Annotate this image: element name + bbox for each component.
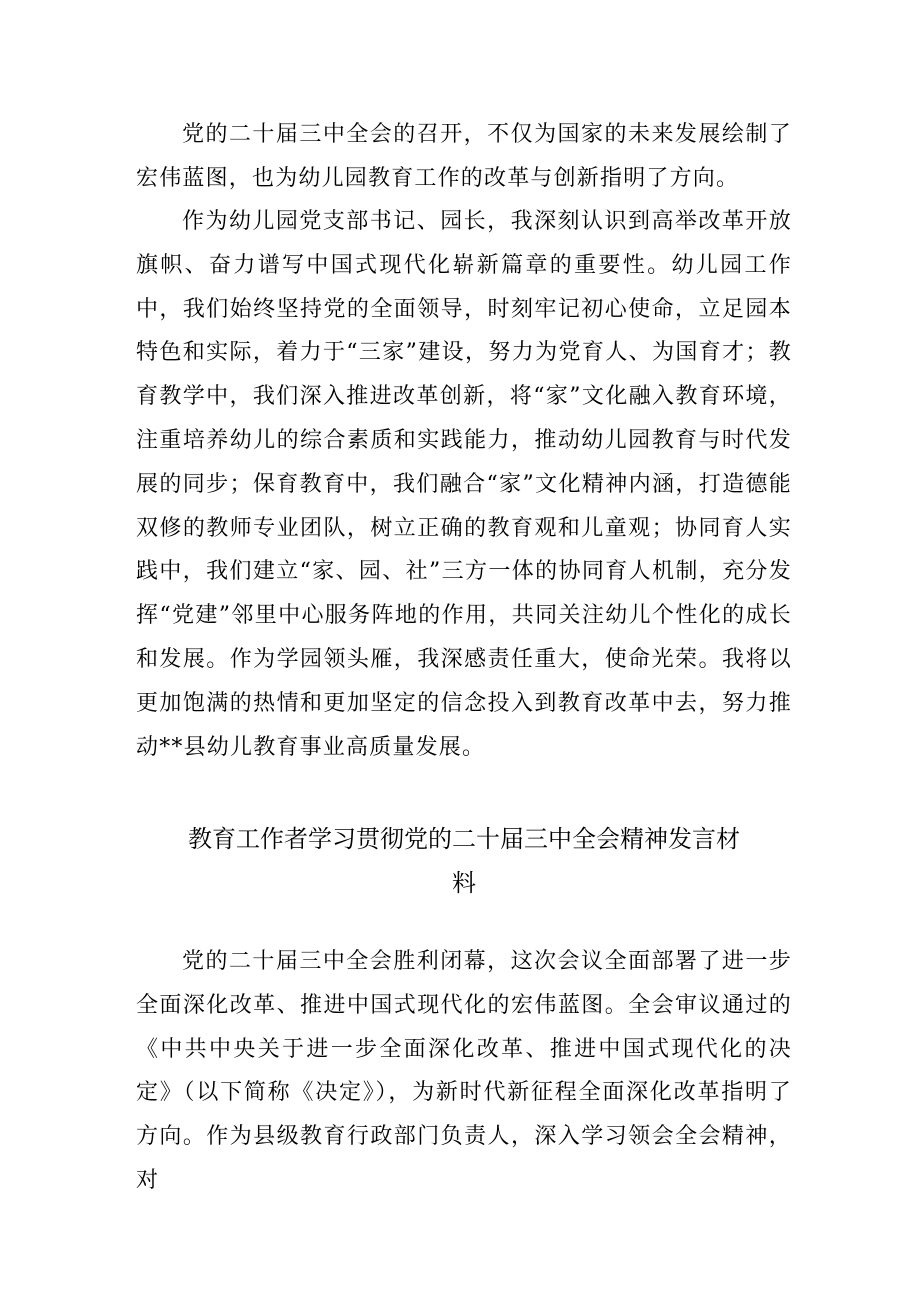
body-paragraph: 作为幼儿园党支部书记、园长，我深刻认识到高举改革开放旗帜、奋力谱写中国式现代化崭新篇章的重要性。幼儿园工作中，我们始终坚持党的全面领导，时刻牢记初心使命，立足园本特色和实际，着力于“三家”建设，努力为党育人、为国育才；教育教学中，我们深入推进改革创新，将“家”文化融入教育环境，注重培养幼儿的综合素质和实践能力，推动幼儿园教育与时代发展的同步；保育教育中，我们融合“家”文化精神内涵，打造德能双修的教师专业团队，树立正确的教育观和儿童观；协同育人实践中，我们建立“家、园、社”三方一体的协同育人机制，充分发挥“党建”邻里中心服务阵地的作用，共同关注幼儿个性化的成长和发展。作为学园领头雁，我深感责任重大，使命光荣。我将以更加饱满的热情和更加坚定的信念投入到教育改革中去，努力推动**县幼儿教育事业高质量发展。 bbox=[136, 209, 792, 760]
section-title-line: 教育工作者学习贯彻党的二十届三中全会精神发言材 bbox=[188, 825, 740, 853]
section-title bbox=[136, 817, 792, 905]
section-title-line: 料 bbox=[452, 869, 476, 897]
body-paragraph: 党的二十届三中全会胜利闭幕，这次会议全面部署了进一步全面深化改革、推进中国式现代化的宏伟蓝图。全会审议通过的《中共中央关于进一步全面深化改革、推进中国式现代化的决定》（以下简称《决定》），为新时代新征程全面深化改革指明了方向。作为县级教育行政部门负责人，深入学习领会全会精神，对 bbox=[136, 949, 792, 1193]
body-paragraph: 党的二十届三中全会的召开，不仅为国家的未来发展绘制了宏伟蓝图，也为幼儿园教育工作的改革与创新指明了方向。 bbox=[136, 122, 792, 191]
